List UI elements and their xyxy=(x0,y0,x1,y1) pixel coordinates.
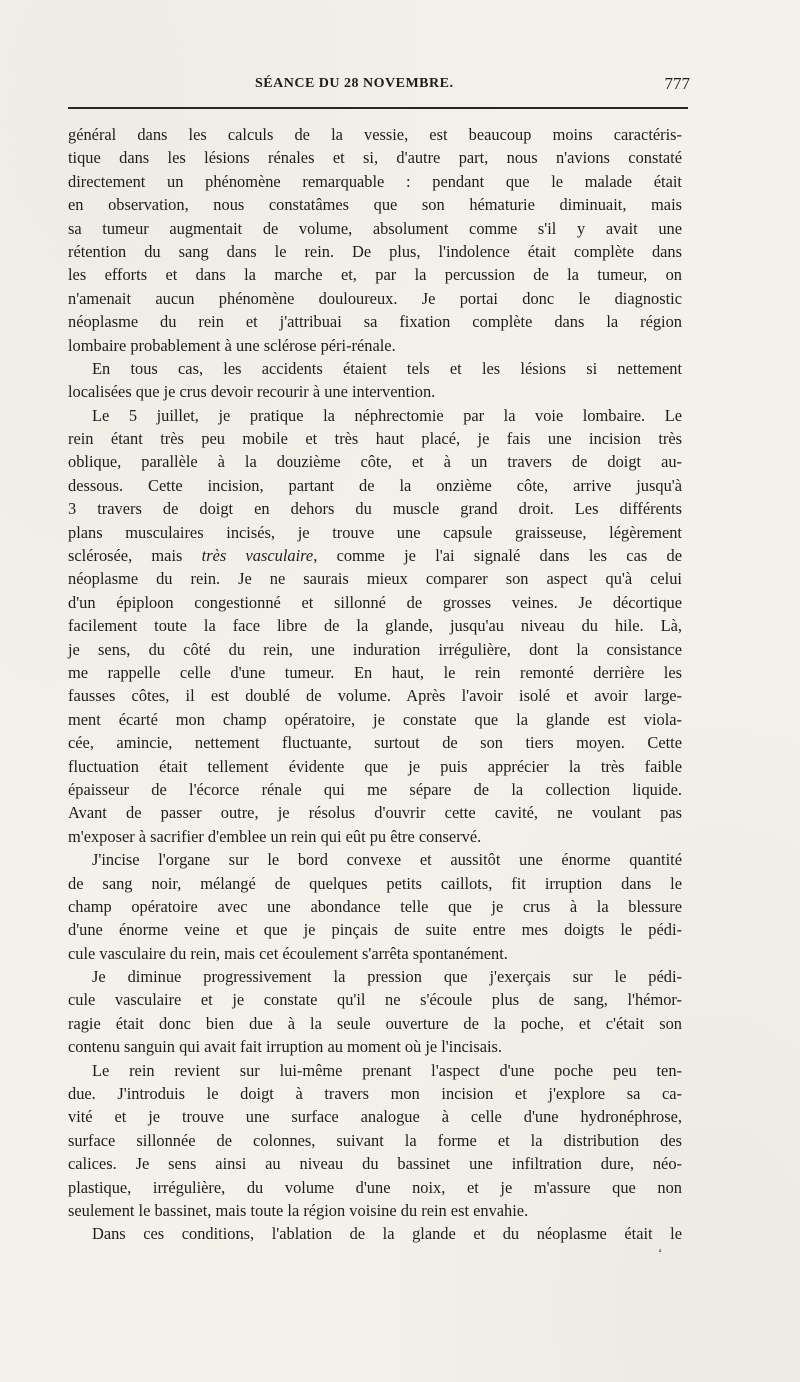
text-line: je sens, du côté du rein, une induration irrégulière, dont la consistance xyxy=(68,639,682,659)
text-line: dessous. Cette incision, partant de la onzième côte, arrive jusqu'à xyxy=(68,475,682,495)
text-line: fluctuation était tellement évidente que je puis apprécier la très faible xyxy=(68,756,682,776)
text-line: tique dans les lésions rénales et si, d'autre part, nous n'avions constaté xyxy=(68,148,682,168)
text-line: me rappelle celle d'une tumeur. En haut, le rein remonté derrière les xyxy=(68,662,682,682)
page-number: 777 xyxy=(664,74,690,93)
text-line: J'incise l'organe sur le bord convexe et aussitôt une énorme quantité xyxy=(92,850,682,870)
text-line: de sang noir, mélangé de quelques petits caillots, fit irruption dans le xyxy=(68,873,682,893)
print-speck: ʻ xyxy=(658,1245,663,1260)
text-line: plastique, irrégulière, du volume d'une noix, et je m'assure que non xyxy=(68,1177,682,1197)
text-line: Dans ces conditions, l'ablation de la glande et du néoplasme était le xyxy=(92,1224,682,1244)
text-line: Le 5 juillet, je pratique la néphrectomie par la voie lombaire. Le xyxy=(92,405,682,425)
text-line: Je diminue progressivement la pression que j'exerçais sur le pédi- xyxy=(92,967,682,987)
text-line: facilement toute la face libre de la glande, jusqu'au niveau du hile. Là, xyxy=(68,616,682,636)
text-line: n'amenait aucun phénomène douloureux. Je portai donc le diagnostic xyxy=(68,288,682,308)
running-title: SÉANCE DU 28 NOVEMBRE. xyxy=(255,76,454,91)
body-text xyxy=(68,123,682,1246)
text-line: En tous cas, les accidents étaient tels et les lésions si nettement xyxy=(92,358,682,378)
text-line: plans musculaires incisés, je trouve une capsule graisseuse, légèrement xyxy=(68,522,682,542)
text-line: rétention du sang dans le rein. De plus, l'indolence était complète dans xyxy=(68,241,682,261)
text-line: néoplasme du rein et j'attribuai sa fixation complète dans la région xyxy=(68,312,682,332)
text-line: vité et je trouve une surface analogue à celle d'une hydronéphrose, xyxy=(68,1107,682,1127)
text-line: d'une énorme veine et que je pinçais de suite entre mes doigts le pédi- xyxy=(68,920,682,940)
text-line: ragie était donc bien due à la seule ouverture de la poche, et c'était son xyxy=(68,1013,682,1033)
text-line: lombaire probablement à une sclérose péri-rénale. xyxy=(68,335,396,355)
text-line: surface sillonnée de colonnes, suivant la forme et la distribution des xyxy=(68,1130,682,1150)
text-line: Avant de passer outre, je résolus d'ouvrir cette cavité, ne voulant pas xyxy=(68,803,682,823)
text-line: 3 travers de doigt en dehors du muscle grand droit. Les différents xyxy=(68,499,682,519)
text-line: contenu sanguin qui avait fait irruption au moment où je l'incisais. xyxy=(68,1037,503,1057)
text-line: localisées que je crus devoir recourir à une intervention. xyxy=(68,382,436,402)
text-line: en observation, nous constatâmes que son hématurie diminuait, mais xyxy=(68,195,682,215)
text-line: cule vasculaire et je constate qu'il ne s'écoule plus de sang, l'hémor- xyxy=(68,990,682,1010)
text-line: directement un phénomène remarquable : pendant que le malade était xyxy=(68,171,682,191)
text-line: rein étant très peu mobile et très haut placé, je fais une incision très xyxy=(68,429,682,449)
text-line: cule vasculaire du rein, mais cet écoulement s'arrêta spontanément. xyxy=(68,943,508,963)
text-line: fausses côtes, il est doublé de volume. Après l'avoir isolé et avoir large- xyxy=(68,686,682,706)
text-line: d'un épiploon congestionné et sillonné de grosses veines. Je décortique xyxy=(68,592,682,612)
text-line: calices. Je sens ainsi au niveau du bassinet une infiltration dure, néo- xyxy=(68,1154,682,1174)
text-line: due. J'introduis le doigt à travers mon incision et j'explore sa ca- xyxy=(68,1084,682,1104)
text-line: champ opératoire avec une abondance telle que je crus à la blessure xyxy=(68,896,682,916)
text-line: seulement le bassinet, mais toute la région voisine du rein est envahie. xyxy=(68,1200,529,1220)
text-line: oblique, parallèle à la douzième côte, et à un travers de doigt au- xyxy=(68,452,682,472)
text-line xyxy=(68,544,682,567)
text-line: les efforts et dans la marche et, par la percussion de la tumeur, on xyxy=(68,265,682,285)
text-line: sa tumeur augmentait de volume, absolument comme s'il y avait une xyxy=(68,218,682,238)
text-line: épaisseur de l'écorce rénale qui me sépare de la collection liquide. xyxy=(68,779,682,799)
text-line: cée, amincie, nettement fluctuante, surtout de son tiers moyen. Cette xyxy=(68,733,682,753)
text-segment: , comme je l'ai signalé dans les cas de xyxy=(313,546,682,566)
emphasized-text: très vasculaire xyxy=(201,546,314,566)
text-line: néoplasme du rein. Je ne saurais mieux comparer son aspect qu'à celui xyxy=(68,569,682,589)
page-header xyxy=(60,74,690,104)
text-segment: sclérosée, mais xyxy=(68,546,202,566)
header-rule xyxy=(68,107,688,109)
text-line: m'exposer à sacrifier d'emblee un rein qui eût pu être conservé. xyxy=(68,826,482,846)
text-line: Le rein revient sur lui-même prenant l'aspect d'une poche peu ten- xyxy=(92,1060,682,1080)
text-line: général dans les calculs de la vessie, est beaucoup moins caractéris- xyxy=(68,125,682,144)
text-line: ment écarté mon champ opératoire, je constate que la glande est viola- xyxy=(68,709,682,729)
